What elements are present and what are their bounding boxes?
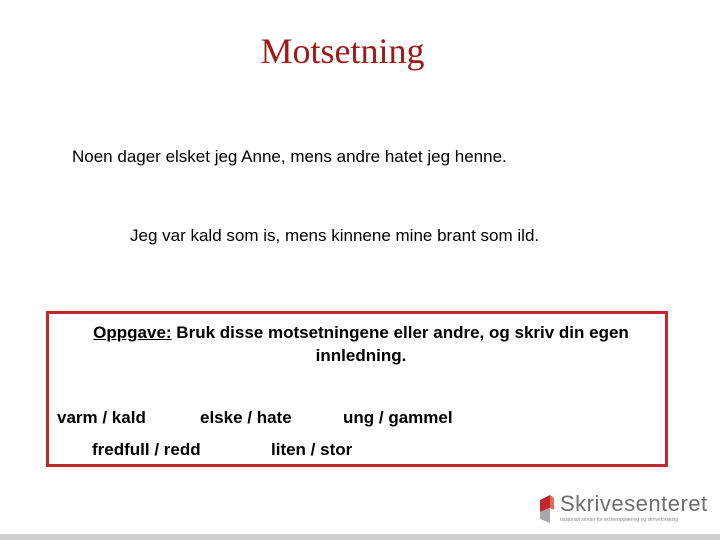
logo-mark-icon [538,494,556,524]
bottom-bar [0,534,720,540]
opposite-pair: liten / stor [271,440,353,459]
skrivesenteret-logo [538,491,713,528]
logo-tagline: nasjonalt senter for skriveopplæring og skriveforsking [560,517,679,523]
logo-wordmark: Skrivesenteret [560,491,708,516]
task-instruction [71,321,651,367]
task-text: Bruk disse motsetningene eller andre, og skriv din egen innledning. [171,323,629,365]
example-sentence-2: Jeg var kald som is, mens kinnene mine brant som ild. [130,226,540,245]
opposite-pair: elske / hate [200,408,292,427]
opposite-pair: ung / gammel [343,408,453,427]
opposite-pair: fredfull / redd [92,440,201,459]
example-sentence-1: Noen dager elsket jeg Anne, mens andre hatet jeg henne. [72,147,507,166]
task-box [46,311,668,467]
slide-title: Motsetning [260,31,425,71]
opposite-pair: varm / kald [57,408,146,427]
task-label: Oppgave: [93,323,172,342]
